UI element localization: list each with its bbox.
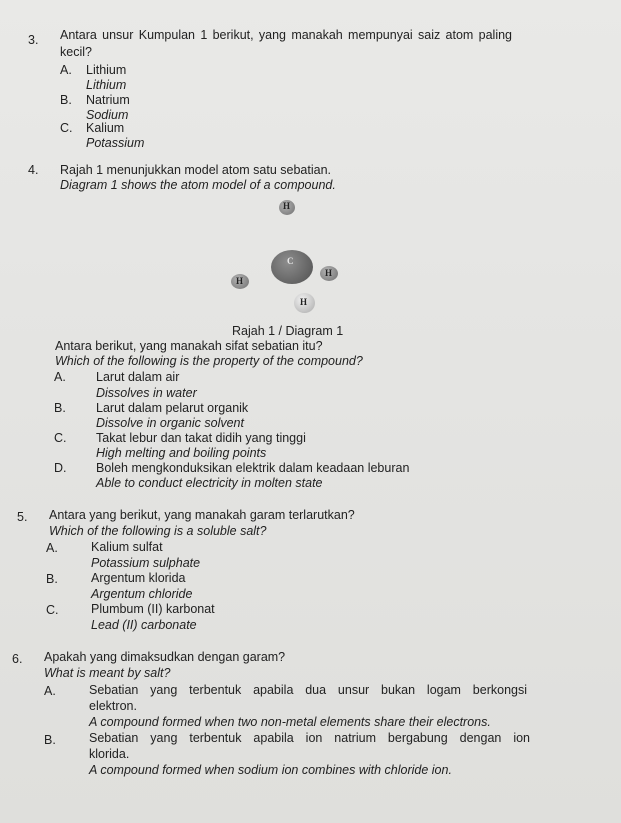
option-english: Lithium: [86, 78, 127, 92]
option-malay: Takat lebur dan takat didih yang tinggi: [96, 431, 306, 445]
question-text-english: Which of the following is the property of the compound?: [55, 354, 363, 368]
option-english: A compound formed when sodium ion combines with chloride ion.: [89, 763, 452, 777]
option-letter: A.: [46, 541, 58, 555]
option-letter: B.: [44, 733, 56, 747]
option-english: High melting and boiling points: [96, 446, 267, 460]
question-intro-english: Diagram 1 shows the atom model of a compound.: [60, 178, 336, 192]
question-text-english: What is meant by salt?: [44, 666, 171, 680]
option-malay: Boleh mengkonduksikan elektrik dalam keadaan leburan: [96, 461, 410, 475]
diagram-caption: Rajah 1 / Diagram 1: [232, 324, 344, 338]
question-number: 3.: [28, 33, 39, 47]
option-english: Able to conduct electricity in molten state: [96, 476, 323, 490]
option-malay: Larut dalam air: [96, 370, 180, 384]
option-malay: Plumbum (II) karbonat: [91, 602, 215, 616]
option-malay: Larut dalam pelarut organik: [96, 401, 249, 415]
atom-label: H: [325, 268, 333, 278]
option-letter: C.: [60, 121, 73, 135]
option-letter: A.: [44, 684, 56, 698]
option-malay: Natrium: [86, 93, 130, 107]
question-text-cont: kecil?: [60, 45, 92, 59]
option-english: Sodium: [86, 108, 129, 122]
atom-label: H: [283, 201, 291, 211]
option-letter: B.: [54, 401, 66, 415]
option-malay: Lithium: [86, 63, 127, 77]
option-malay: Argentum klorida: [91, 571, 186, 585]
question-text: Antara unsur Kumpulan 1 berikut, yang manakah mempunyai saiz atom paling: [60, 28, 512, 42]
option-malay-cont: klorida.: [89, 747, 130, 761]
question-text-english: Which of the following is a soluble salt?: [49, 524, 267, 538]
option-english: A compound formed when two non-metal elements share their electrons.: [89, 715, 491, 729]
atom-label: C: [287, 256, 294, 266]
option-letter: C.: [54, 431, 67, 445]
option-malay: Sebatian yang terbentuk apabila dua unsur bukan logam berkongsi: [89, 683, 527, 697]
question-number: 4.: [28, 163, 39, 177]
option-english: Dissolve in organic solvent: [96, 416, 244, 430]
option-english: Dissolves in water: [96, 386, 197, 400]
option-letter: D.: [54, 461, 67, 475]
atom-label: H: [300, 297, 308, 307]
question-intro-malay: Rajah 1 menunjukkan model atom satu sebatian.: [60, 163, 331, 177]
option-english: Argentum chloride: [91, 587, 193, 601]
atom-label: H: [236, 276, 244, 286]
option-letter: B.: [60, 93, 72, 107]
option-malay: Sebatian yang terbentuk apabila ion natrium bergabung dengan ion: [89, 731, 530, 745]
option-letter: A.: [54, 370, 66, 384]
option-english: Lead (II) carbonate: [91, 618, 197, 632]
option-malay: Kalium sulfat: [91, 540, 163, 554]
option-malay: Kalium: [86, 121, 125, 135]
option-english: Potassium sulphate: [91, 556, 201, 570]
option-letter: C.: [46, 603, 59, 617]
question-number: 6.: [12, 652, 23, 666]
option-letter: A.: [60, 63, 72, 77]
question-text-malay: Apakah yang dimaksudkan dengan garam?: [44, 650, 286, 664]
option-letter: B.: [46, 572, 58, 586]
option-malay-cont: elektron.: [89, 699, 137, 713]
option-english: Potassium: [86, 136, 145, 150]
question-text-malay: Antara yang berikut, yang manakah garam terlarutkan?: [49, 508, 355, 522]
question-text-malay: Antara berikut, yang manakah sifat sebatian itu?: [55, 339, 323, 353]
question-number: 5.: [17, 510, 28, 524]
